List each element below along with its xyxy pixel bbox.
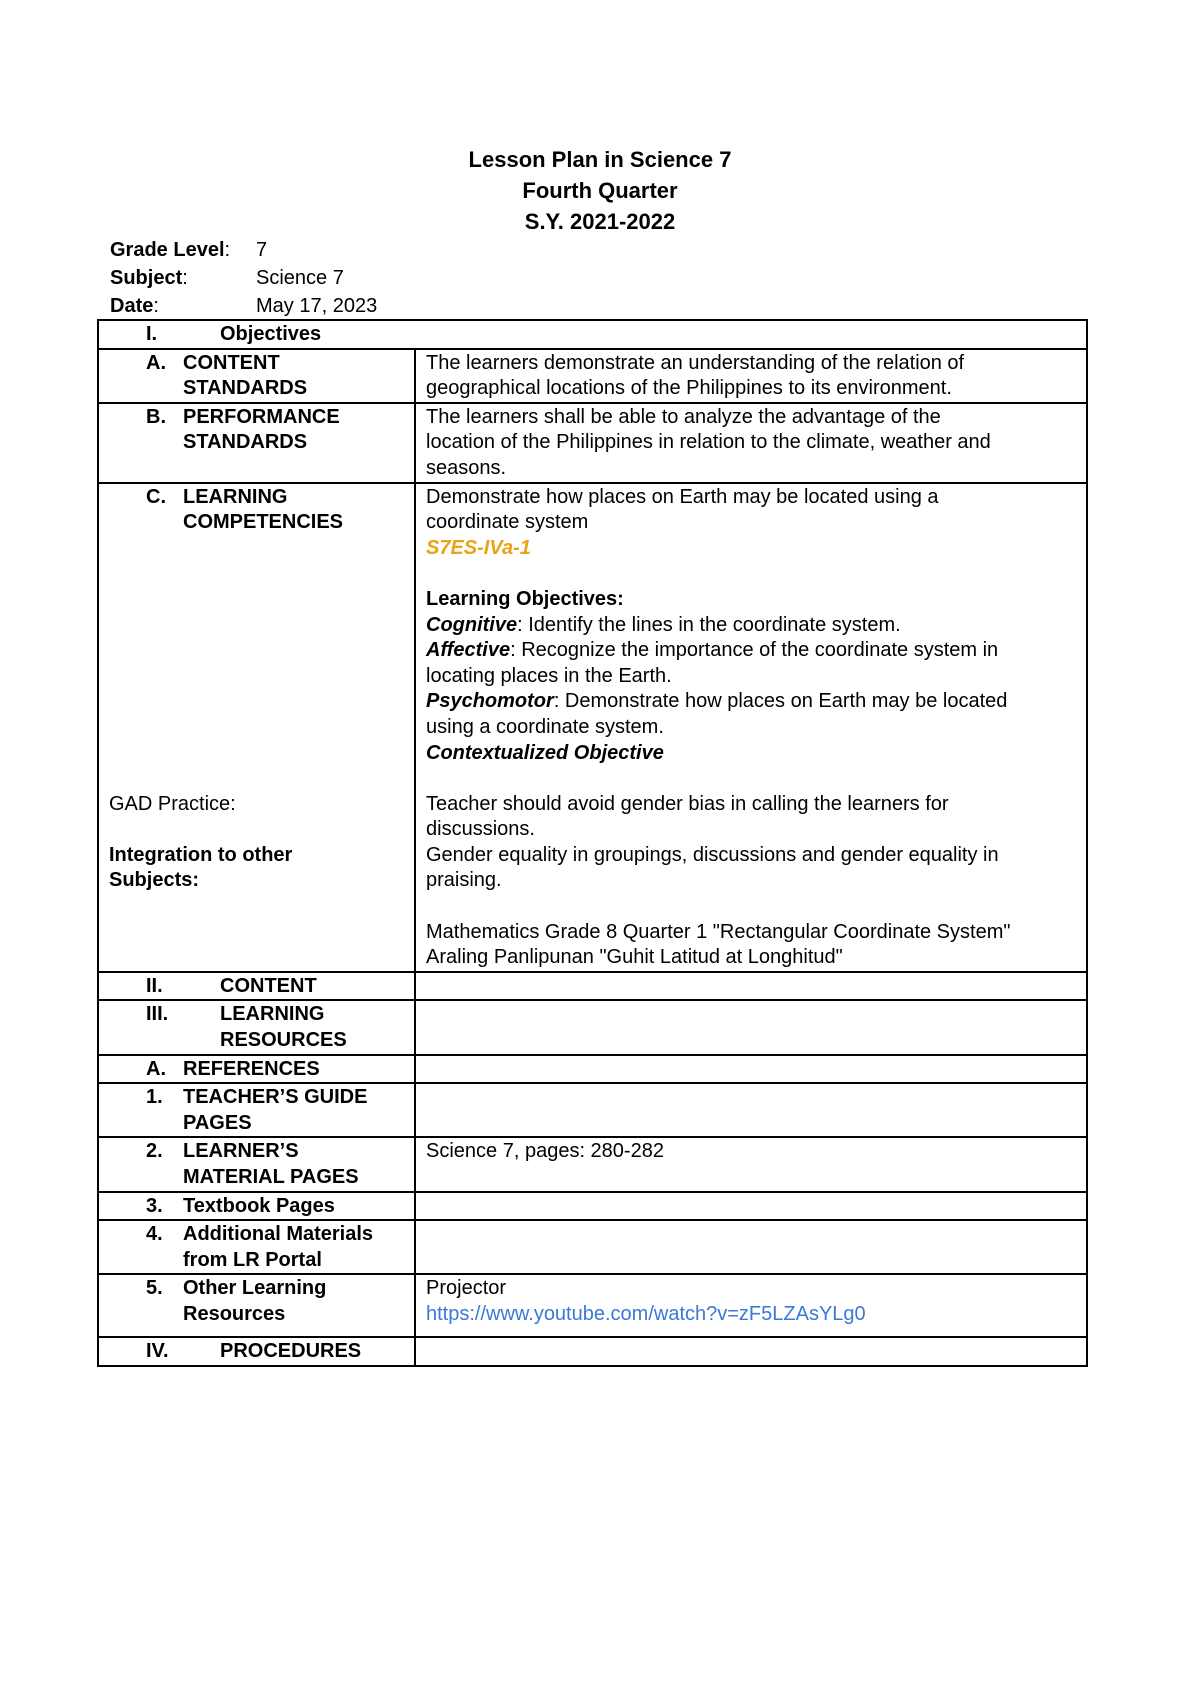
tb-num: 3. [146, 1194, 163, 1217]
lm-value: Science 7, pages: 280-282 [426, 1140, 664, 1163]
grade-level-label: Grade Level [110, 239, 225, 261]
integration-label-1: Integration to other [109, 843, 293, 866]
date-row: Date: May 17, 2023 [110, 292, 377, 320]
references-heading: REFERENCES [183, 1057, 320, 1080]
psychomotor-label: Psychomotor [426, 690, 554, 713]
content-heading: CONTENT [220, 974, 317, 997]
lm-label-2: MATERIAL PAGES [183, 1166, 359, 1188]
gad-text-3: Gender equality in groupings, discussions and gender equality in [426, 843, 999, 866]
learning-competencies-label-2: COMPETENCIES [183, 511, 344, 534]
learning-competencies-letter: C. [146, 485, 166, 508]
row-performance-standards [98, 403, 1087, 483]
row-teachers-guide [98, 1083, 1087, 1137]
lm-label-1: LEARNER’S [183, 1140, 299, 1163]
lesson-plan-table [97, 319, 1088, 1367]
content-standards-text-1: The learners demonstrate an understanding of the relation of [426, 351, 965, 374]
cognitive-label: Cognitive [426, 613, 518, 636]
performance-standards-letter: B. [146, 405, 166, 428]
grade-level-value: 7 [256, 239, 268, 261]
references-letter: A. [146, 1057, 166, 1080]
integration-label-2: Subjects: [109, 869, 200, 892]
cognitive-text: : Identify the lines in the coordinate system. [517, 613, 901, 636]
affective-text-2: locating places in the Earth. [426, 664, 672, 687]
objectives-num: I. [146, 323, 158, 345]
contextualized-objective: Contextualized Objective [426, 741, 664, 764]
content-standards-text-2: geographical locations of the Philippines to its environment. [426, 377, 952, 400]
date-value: May 17, 2023 [256, 295, 378, 317]
affective-objective [426, 638, 1076, 664]
gad-text-2: discussions. [426, 818, 535, 841]
grade-level-row: Grade Level: 7 [110, 236, 377, 264]
olr-value: Projector [426, 1277, 507, 1300]
olr-num: 5. [146, 1277, 163, 1300]
row-content [98, 972, 1087, 1001]
performance-standards-text-2: location of the Philippines in relation to the climate, weather and [426, 431, 991, 454]
row-references [98, 1055, 1087, 1084]
gad-practice-label: GAD Practice: [109, 792, 236, 815]
integration-text-2: Araling Panlipunan "Guhit Latitud at Longhitud" [426, 946, 843, 969]
am-num: 4. [146, 1223, 163, 1246]
lesson-meta [110, 236, 377, 320]
tb-label: Textbook Pages [183, 1194, 335, 1217]
affective-label: Affective [426, 639, 511, 662]
psychomotor-text-1: : Demonstrate how places on Earth may be located [553, 690, 1008, 713]
date-label: Date [110, 295, 154, 317]
learning-objectives-heading: Learning Objectives: [426, 587, 624, 610]
subject-value: Science 7 [256, 267, 344, 289]
youtube-link[interactable]: https://www.youtube.com/watch?v=zF5LZAsYLg0 [426, 1302, 866, 1325]
resources-heading-1: LEARNING [220, 1003, 325, 1026]
title-line-1: Lesson Plan in Science 7 [468, 147, 732, 172]
row-learning-competencies [98, 483, 1087, 972]
resources-heading-2: RESOURCES [220, 1029, 347, 1052]
gad-text-1: Teacher should avoid gender bias in calling the learners for [426, 792, 949, 815]
am-label-2: from LR Portal [183, 1248, 322, 1271]
tg-label-1: TEACHER’S GUIDE [183, 1086, 368, 1109]
subject-label: Subject [110, 267, 183, 289]
row-procedures [98, 1337, 1087, 1366]
row-learners-material [98, 1137, 1087, 1191]
integration-text-1: Mathematics Grade 8 Quarter 1 "Rectangular Coordinate System" [426, 920, 1011, 943]
gad-text-4: praising. [426, 869, 502, 892]
resources-num: III. [146, 1003, 169, 1026]
content-num: II. [146, 974, 163, 997]
performance-standards-text-3: seasons. [426, 456, 507, 479]
affective-text-1: : Recognize the importance of the coordinate system in [510, 639, 999, 662]
content-standards-label-1: CONTENT [183, 351, 280, 374]
objectives-heading: Objectives [220, 323, 322, 345]
olr-label-2: Resources [183, 1302, 286, 1325]
procedures-heading: PROCEDURES [220, 1340, 362, 1363]
tg-num: 1. [146, 1086, 163, 1109]
title-line-2: Fourth Quarter [522, 178, 678, 203]
content-standards-label-2: STANDARDS [183, 377, 308, 400]
competency-text-1: Demonstrate how places on Earth may be located using a [426, 485, 939, 508]
row-textbook-pages [98, 1192, 1087, 1221]
title-line-3: S.Y. 2021-2022 [524, 209, 676, 234]
competency-text-2: coordinate system [426, 511, 589, 534]
cognitive-objective [426, 613, 1076, 639]
row-learning-resources [98, 1000, 1087, 1054]
competency-code: S7ES-IVa-1 [426, 536, 531, 559]
olr-label-1: Other Learning [183, 1277, 327, 1300]
subject-row: Subject: Science 7 [110, 264, 377, 292]
am-label-1: Additional Materials [183, 1223, 374, 1246]
row-content-standards [98, 349, 1087, 403]
psychomotor-objective [426, 689, 1076, 715]
procedures-num: IV. [146, 1340, 169, 1363]
row-additional-materials [98, 1220, 1087, 1274]
content-standards-letter: A. [146, 351, 166, 374]
row-other-resources [98, 1274, 1087, 1337]
performance-standards-label-2: STANDARDS [183, 431, 308, 454]
performance-standards-label-1: PERFORMANCE [183, 405, 340, 428]
performance-standards-text-1: The learners shall be able to analyze the advantage of the [426, 405, 941, 428]
tg-label-2: PAGES [183, 1111, 252, 1134]
document-title [0, 144, 1200, 237]
lm-num: 2. [146, 1140, 163, 1163]
row-objectives [98, 320, 1087, 349]
learning-competencies-label-1: LEARNING [183, 485, 288, 508]
psychomotor-text-2: using a coordinate system. [426, 715, 664, 738]
